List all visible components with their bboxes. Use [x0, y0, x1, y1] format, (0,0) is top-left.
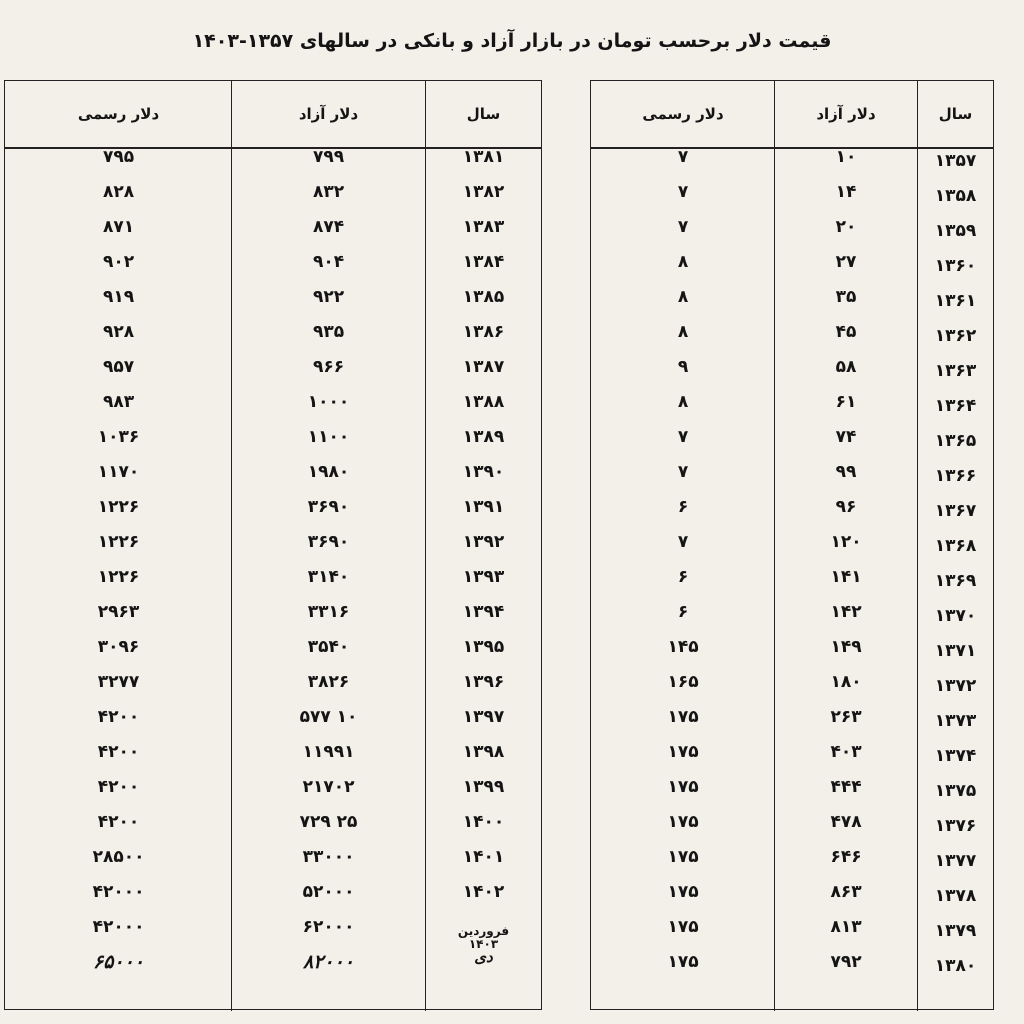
official-dollar-cell: ۱۲۲۶ [97, 566, 140, 587]
free-dollar-cell: ۹۶۶ [312, 356, 345, 377]
free-dollar-cell: ۷۹۲ [830, 951, 862, 972]
free-dollar-cell: ۳۵ [835, 286, 857, 307]
official-dollar-cell: ۴۲۰۰ [97, 741, 140, 762]
year-cell: ۱۳۷۶ [934, 815, 977, 836]
year-cell: ۱۳۷۵ [934, 780, 977, 801]
official-dollar-cell: ۹۲۸ [102, 321, 135, 342]
table-1381-1403 [4, 80, 542, 1010]
free-dollar-cell: ۲۷ [835, 251, 857, 272]
year-cell: ۱۳۶۰ [934, 255, 977, 276]
year-cell: ۱۳۷۰ [934, 605, 977, 626]
official-dollar-cell: ۱۷۵ [667, 951, 699, 972]
official-dollar-cell: ۱۲۲۶ [97, 496, 140, 517]
free-dollar-cell: ۸۷۴ [312, 216, 345, 237]
year-cell: ۱۳۹۳ [462, 566, 505, 587]
year-cell: ۱۳۹۴ [462, 601, 505, 622]
official-dollar-cell: ۷۹۵ [102, 146, 135, 167]
free-dollar-cell: ۵۲۰۰۰ [302, 881, 355, 902]
free-dollar-cell: ۷۹۹ [312, 146, 345, 167]
year-cell: ۱۳۸۵ [462, 286, 505, 307]
official-dollar-cell: ۱۷۵ [667, 811, 699, 832]
year-1403-month: فروردین [457, 923, 510, 938]
free-dollar-cell: ۱۴۱ [830, 566, 862, 587]
year-cell: ۱۳۵۷ [934, 150, 977, 171]
free-dollar-cell: ۹۹ [835, 461, 857, 482]
free-dollar-cell: ۱۸۰ [830, 671, 862, 692]
official-dollar-cell: ۸ [677, 391, 689, 412]
year-cell: ۱۴۰۰ [462, 811, 505, 832]
year-cell: ۱۳۸۷ [462, 356, 505, 377]
official-dollar-cell: ۸۲۸ [102, 181, 135, 202]
official-dollar-cell: ۶ [677, 601, 689, 622]
year-cell: ۱۴۰۲ [462, 881, 505, 902]
free-dollar-cell: ۴۷۸ [830, 811, 862, 832]
official-dollar-column [6, 146, 231, 1011]
free-dollar-cell: ۱۴۲ [830, 601, 862, 622]
free-dollar-cell: ۳۱۴۰ [307, 566, 350, 587]
table-1357-1380 [590, 80, 994, 1010]
free-dollar-cell: ۸۱۳ [830, 916, 862, 937]
free-dollar-cell: ۶۴۶ [830, 846, 862, 867]
official-dollar-column [592, 146, 774, 1011]
free-dollar-cell: ۹۲۲ [312, 286, 345, 307]
free-dollar-column [231, 146, 425, 1011]
year-cell: ۱۳۶۴ [934, 395, 977, 416]
free-dollar-column [774, 146, 917, 1011]
year-cell: ۱۳۷۲ [934, 675, 977, 696]
official-dollar-cell: ۱۶۵ [667, 671, 699, 692]
official-dollar-cell: ۷ [677, 461, 689, 482]
year-cell: ۱۳۶۵ [934, 430, 977, 451]
year-cell: ۱۳۷۷ [934, 850, 977, 871]
free-dollar-cell: ۴۵ [835, 321, 857, 342]
official-dollar-cell: ۹ [677, 356, 689, 377]
header-official-dollar: دلار رسمی [77, 105, 160, 123]
free-dollar-cell: ۷۴ [835, 426, 857, 447]
official-dollar-cell: ۱۷۵ [667, 846, 699, 867]
header-free-dollar: دلار آزاد [231, 81, 425, 147]
year-cell: ۱۳۷۴ [934, 745, 977, 766]
free-dollar-cell: ۶۲۰۰۰ [302, 916, 355, 937]
year-column [425, 146, 541, 1011]
free-dollar-cell: ۳۶۹۰ [307, 496, 350, 517]
header-free-dollar: دلار آزاد [774, 81, 917, 147]
free-dollar-cell: ۵۸ [835, 356, 857, 377]
year-cell: ۱۳۹۵ [462, 636, 505, 657]
year-cell: ۱۳۹۱ [462, 496, 505, 517]
free-dollar-cell: ۹۳۵ [312, 321, 345, 342]
year-cell: ۱۳۵۹ [934, 220, 977, 241]
official-dollar-cell: ۲۹۶۳ [97, 601, 140, 622]
free-dollar-cell: ۳۸۲۶ [307, 671, 350, 692]
official-dollar-cell: ۷ [677, 426, 689, 447]
free-dollar-cell: ۱۴ [835, 181, 857, 202]
official-dollar-cell: ۲۸۵۰۰ [92, 846, 145, 867]
official-dollar-cell: ۱۷۵ [667, 706, 699, 727]
official-dollar-cell: ۷ [677, 531, 689, 552]
year-cell: ۱۳۵۸ [934, 185, 977, 206]
free-dollar-cell: ۴۴۴ [830, 776, 862, 797]
official-dollar-cell: ۱۷۵ [667, 741, 699, 762]
official-dollar-cell: ۸۷۱ [102, 216, 135, 237]
free-dollar-cell: ۴۰۳ [830, 741, 862, 762]
free-dollar-cell: ۱۹۸۰ [307, 461, 350, 482]
year-cell: ۱۳۶۱ [934, 290, 977, 311]
free-dollar-cell: ۱۰۰۰ [307, 391, 350, 412]
official-dollar-cell: ۱۱۷۰ [97, 461, 140, 482]
year-cell: ۱۳۸۰ [934, 955, 977, 976]
official-dollar-cell: ۶۵۰۰۰ [92, 950, 145, 973]
official-dollar-cell: ۹۸۳ [102, 391, 135, 412]
year-cell: ۱۳۸۲ [462, 181, 505, 202]
free-dollar-cell: ۳۶۹۰ [307, 531, 350, 552]
year-cell: ۱۳۸۴ [462, 251, 505, 272]
header-year: سال [425, 81, 541, 147]
year-cell: ۱۳۸۳ [462, 216, 505, 237]
free-dollar-cell: ۹۰۴ [312, 251, 345, 272]
free-dollar-cell: ۱۲۰ [830, 531, 862, 552]
header-official-dollar: دلار رسمی [642, 105, 724, 123]
free-dollar-cell: ۲۱۷۰۲ [302, 776, 355, 797]
year-cell: ۱۳۶۷ [934, 500, 977, 521]
year-cell: ۱۳۶۶ [934, 465, 977, 486]
free-dollar-cell: ۸۲۰۰۰ [302, 950, 355, 973]
official-dollar-cell: ۱۷۵ [667, 916, 699, 937]
free-dollar-cell: ۱۰ [835, 146, 857, 167]
official-dollar-cell: ۹۵۷ [102, 356, 135, 377]
year-1403-year: ۱۴۰۳ [468, 936, 499, 951]
official-dollar-cell: ۷ [677, 146, 689, 167]
year-cell: ۱۳۹۹ [462, 776, 505, 797]
free-dollar-cell: ۱۴۹ [830, 636, 862, 657]
official-dollar-cell: ۹۱۹ [102, 286, 135, 307]
free-dollar-cell: ۹۶ [835, 496, 857, 517]
year-column [917, 149, 993, 1011]
official-dollar-cell: ۸ [677, 286, 689, 307]
free-dollar-cell: ۱۱۹۹۱ [302, 741, 355, 762]
year-cell: ۱۳۶۸ [934, 535, 977, 556]
official-dollar-cell: ۴۲۰۰ [97, 811, 140, 832]
free-dollar-cell: ۲۵ ۷۲۹ [299, 811, 358, 832]
year-cell: ۱۳۷۳ [934, 710, 977, 731]
table-body [5, 146, 541, 1011]
free-dollar-cell: ۳۳۰۰۰ [302, 846, 355, 867]
year-cell: ۱۳۸۸ [462, 391, 505, 412]
year-cell-1403 [426, 909, 541, 979]
official-dollar-cell: ۷ [677, 216, 689, 237]
header-year: سال [917, 81, 993, 147]
free-dollar-cell: ۶۱ [835, 391, 857, 412]
official-dollar-cell: ۴۲۰۰۰ [92, 881, 145, 902]
official-dollar-cell: ۶ [677, 566, 689, 587]
official-dollar-cell: ۴۲۰۰ [97, 706, 140, 727]
year-cell: ۱۳۷۹ [934, 920, 977, 941]
free-dollar-cell: ۲۰ [835, 216, 857, 237]
free-dollar-cell: ۸۶۳ [830, 881, 862, 902]
page-title: قیمت دلار برحسب تومان در بازار آزاد و بانکی در سالهای ۱۳۵۷-۱۴۰۳ [192, 30, 832, 52]
official-dollar-cell: ۴۲۰۰ [97, 776, 140, 797]
year-cell: ۱۳۹۸ [462, 741, 505, 762]
free-dollar-cell: ۱۰ ۵۷۷ [299, 706, 358, 727]
year-cell: ۱۳۹۰ [462, 461, 505, 482]
free-dollar-cell: ۱۱۰۰ [307, 426, 350, 447]
year-cell: ۱۳۶۹ [934, 570, 977, 591]
year-cell: ۱۳۸۶ [462, 321, 505, 342]
official-dollar-cell: ۸ [677, 251, 689, 272]
year-cell: ۱۳۹۷ [462, 706, 505, 727]
official-dollar-cell: ۱۰۳۶ [97, 426, 140, 447]
official-dollar-cell: ۶ [677, 496, 689, 517]
year-cell: ۱۳۷۸ [934, 885, 977, 906]
official-dollar-cell: ۷ [677, 181, 689, 202]
official-dollar-cell: ۱۷۵ [667, 776, 699, 797]
free-dollar-cell: ۳۵۴۰ [307, 636, 350, 657]
official-dollar-cell: ۳۲۷۷ [97, 671, 140, 692]
year-cell: ۱۴۰۱ [462, 846, 505, 867]
official-dollar-cell: ۸ [677, 321, 689, 342]
official-dollar-cell: ۳۰۹۶ [97, 636, 140, 657]
year-cell: ۱۳۹۲ [462, 531, 505, 552]
table-body [591, 146, 993, 1011]
year-cell: ۱۳۸۱ [462, 146, 505, 167]
official-dollar-cell: ۴۲۰۰۰ [92, 916, 145, 937]
official-dollar-cell: ۱۷۵ [667, 881, 699, 902]
official-dollar-cell: ۱۲۲۶ [97, 531, 140, 552]
year-cell: ۱۳۹۶ [462, 671, 505, 692]
year-cell: ۱۳۸۹ [462, 426, 505, 447]
free-dollar-cell: ۳۳۱۶ [307, 601, 350, 622]
year-cell: ۱۳۷۱ [934, 640, 977, 661]
free-dollar-cell: ۸۳۲ [312, 181, 345, 202]
year-cell: ۱۳۶۳ [934, 360, 977, 381]
official-dollar-cell: ۱۴۵ [667, 636, 699, 657]
year-1403-hand: دی [474, 947, 493, 966]
official-dollar-cell: ۹۰۲ [102, 251, 135, 272]
free-dollar-cell: ۲۶۳ [830, 706, 862, 727]
year-cell: ۱۳۶۲ [934, 325, 977, 346]
